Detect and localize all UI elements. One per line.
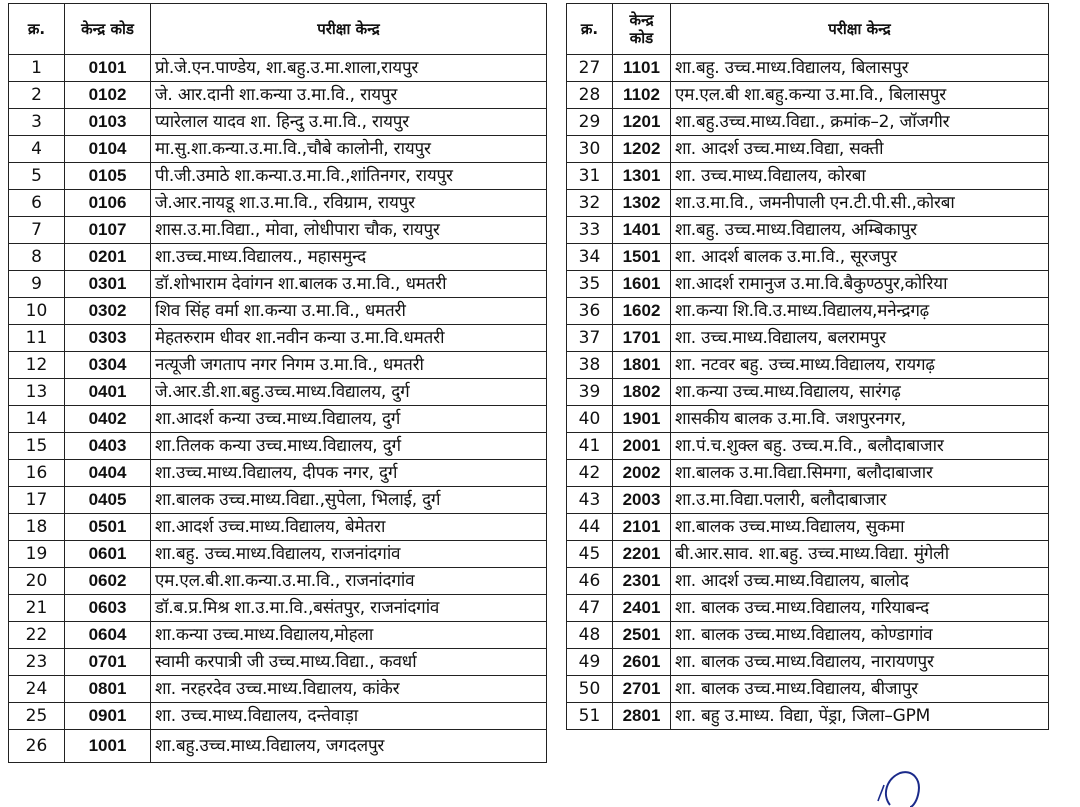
table-row — [567, 541, 1049, 568]
center-code-cell: 0801 — [65, 676, 151, 703]
table-body-right — [567, 55, 1049, 730]
serial-number-cell: 44 — [567, 514, 613, 541]
center-code-cell: 0602 — [65, 568, 151, 595]
center-code-cell: 1401 — [613, 217, 671, 244]
serial-number-cell: 41 — [567, 433, 613, 460]
center-code-cell: 2801 — [613, 703, 671, 730]
serial-number-cell: 3 — [9, 109, 65, 136]
center-code-cell: 0103 — [65, 109, 151, 136]
table-row — [9, 298, 547, 325]
center-code-cell: 1101 — [613, 55, 671, 82]
exam-center-cell: जे.आर.नायडू शा.उ.मा.वि., रविग्राम, रायपुर — [151, 190, 547, 217]
table-row — [9, 568, 547, 595]
table-row — [567, 325, 1049, 352]
center-code-cell: 1801 — [613, 352, 671, 379]
table-row — [9, 676, 547, 703]
center-code-cell: 0401 — [65, 379, 151, 406]
serial-number-cell: 1 — [9, 55, 65, 82]
exam-center-cell: शा. उच्च.माध्य.विद्यालय, बलरामपुर — [671, 325, 1049, 352]
exam-centers-table-left — [8, 3, 547, 763]
center-code-cell: 0201 — [65, 244, 151, 271]
exam-center-cell: शा.आदर्श उच्च.माध्य.विद्यालय, बेमेतरा — [151, 514, 547, 541]
table-row — [9, 325, 547, 352]
table-row — [567, 487, 1049, 514]
serial-number-cell: 39 — [567, 379, 613, 406]
center-code-cell: 1602 — [613, 298, 671, 325]
serial-number-cell: 8 — [9, 244, 65, 271]
serial-number-cell: 38 — [567, 352, 613, 379]
serial-number-cell: 51 — [567, 703, 613, 730]
exam-center-cell: शा.कन्या उच्च.माध्य.विद्यालय,मोहला — [151, 622, 547, 649]
exam-center-cell: शा.उ.मा.विद्या.पलारी, बलौदाबाजार — [671, 487, 1049, 514]
center-code-cell: 2601 — [613, 649, 671, 676]
center-code-cell: 0107 — [65, 217, 151, 244]
center-code-cell: 1302 — [613, 190, 671, 217]
table-row — [567, 190, 1049, 217]
center-code-cell: 2101 — [613, 514, 671, 541]
center-code-cell: 0106 — [65, 190, 151, 217]
center-code-cell: 0101 — [65, 55, 151, 82]
serial-number-cell: 31 — [567, 163, 613, 190]
table-row — [567, 298, 1049, 325]
serial-number-cell: 48 — [567, 622, 613, 649]
exam-center-cell: बी.आर.साव. शा.बहु. उच्च.माध्य.विद्या. मुंगेली — [671, 541, 1049, 568]
center-code-cell: 1601 — [613, 271, 671, 298]
table-body-left — [9, 55, 547, 763]
table-row — [567, 568, 1049, 595]
serial-number-cell: 25 — [9, 703, 65, 730]
serial-number-cell: 16 — [9, 460, 65, 487]
exam-center-cell: शा.बालक उच्च.माध्य.विद्यालय, सुकमा — [671, 514, 1049, 541]
table-row — [9, 190, 547, 217]
serial-number-cell: 34 — [567, 244, 613, 271]
exam-center-cell: शा. बालक उच्च.माध्य.विद्यालय, कोण्डागांव — [671, 622, 1049, 649]
serial-number-cell: 2 — [9, 82, 65, 109]
center-code-cell: 0405 — [65, 487, 151, 514]
exam-center-cell: शा. उच्च.माध्य.विद्यालय, दन्तेवाड़ा — [151, 703, 547, 730]
center-code-cell: 0303 — [65, 325, 151, 352]
center-code-cell: 0105 — [65, 163, 151, 190]
table-row — [567, 271, 1049, 298]
serial-number-cell: 15 — [9, 433, 65, 460]
exam-center-cell: शा.उ.मा.वि., जमनीपाली एन.टी.पी.सी.,कोरबा — [671, 190, 1049, 217]
exam-center-cell: प्रो.जे.एन.पाण्डेय, शा.बहु.उ.मा.शाला,रायपुर — [151, 55, 547, 82]
exam-center-cell: शा. उच्च.माध्य.विद्यालय, कोरबा — [671, 163, 1049, 190]
exam-center-cell: एम.एल.बी शा.बहु.कन्या उ.मा.वि., बिलासपुर — [671, 82, 1049, 109]
center-code-cell: 0102 — [65, 82, 151, 109]
exam-center-cell: शा.बहु. उच्च.माध्य.विद्यालय, बिलासपुर — [671, 55, 1049, 82]
exam-center-cell: शा.बहु.उच्च.माध्य.विद्या., क्रमांक–2, जॉजगीर — [671, 109, 1049, 136]
exam-center-cell: शास.उ.मा.विद्या., मोवा, लोधीपारा चौक, रायपुर — [151, 217, 547, 244]
exam-center-cell: शा.आदर्श कन्या उच्च.माध्य.विद्यालय, दुर्ग — [151, 406, 547, 433]
table-row — [567, 379, 1049, 406]
exam-center-cell: प्यारेलाल यादव शा. हिन्दु उ.मा.वि., रायपुर — [151, 109, 547, 136]
table-row — [567, 595, 1049, 622]
table-row — [9, 460, 547, 487]
signature-mark — [860, 765, 930, 807]
center-code-cell: 0104 — [65, 136, 151, 163]
exam-center-cell: शा.उच्च.माध्य.विद्यालय, दीपक नगर, दुर्ग — [151, 460, 547, 487]
table-row — [567, 82, 1049, 109]
exam-center-cell: शा.बहु.उच्च.माध्य.विद्यालय, जगदलपुर — [151, 730, 547, 763]
center-code-cell: 2001 — [613, 433, 671, 460]
table-row — [567, 352, 1049, 379]
header-center-code: केन्द्र कोड — [65, 4, 151, 55]
exam-center-cell: शा. नटवर बहु. उच्च.माध्य.विद्यालय, रायगढ़ — [671, 352, 1049, 379]
serial-number-cell: 46 — [567, 568, 613, 595]
exam-center-cell: स्वामी करपात्री जी उच्च.माध्य.विद्या., कवर्धा — [151, 649, 547, 676]
center-code-cell: 0304 — [65, 352, 151, 379]
exam-center-cell: शा.कन्या उच्च.माध्य.विद्यालय, सारंगढ़ — [671, 379, 1049, 406]
exam-center-cell: शा.उच्च.माध्य.विद्यालय., महासमुन्द — [151, 244, 547, 271]
serial-number-cell: 17 — [9, 487, 65, 514]
exam-center-cell: शा. बालक उच्च.माध्य.विद्यालय, गरियाबन्द — [671, 595, 1049, 622]
serial-number-cell: 4 — [9, 136, 65, 163]
table-row — [567, 55, 1049, 82]
serial-number-cell: 9 — [9, 271, 65, 298]
table-row — [9, 379, 547, 406]
serial-number-cell: 7 — [9, 217, 65, 244]
center-code-cell: 0603 — [65, 595, 151, 622]
table-row — [9, 649, 547, 676]
serial-number-cell: 43 — [567, 487, 613, 514]
serial-number-cell: 21 — [9, 595, 65, 622]
exam-center-cell: नत्यूजी जगताप नगर निगम उ.मा.वि., धमतरी — [151, 352, 547, 379]
center-code-cell: 1802 — [613, 379, 671, 406]
exam-center-cell: शा. बालक उच्च.माध्य.विद्यालय, नारायणपुर — [671, 649, 1049, 676]
table-row — [9, 163, 547, 190]
serial-number-cell: 10 — [9, 298, 65, 325]
center-code-cell: 1301 — [613, 163, 671, 190]
exam-center-cell: शासकीय बालक उ.मा.वि. जशपुरनगर, — [671, 406, 1049, 433]
table-row — [567, 649, 1049, 676]
serial-number-cell: 47 — [567, 595, 613, 622]
center-code-cell: 1901 — [613, 406, 671, 433]
exam-center-cell: शा.तिलक कन्या उच्च.माध्य.विद्यालय, दुर्ग — [151, 433, 547, 460]
header-exam-center: परीक्षा केन्द्र — [671, 4, 1049, 55]
serial-number-cell: 19 — [9, 541, 65, 568]
center-code-cell: 1701 — [613, 325, 671, 352]
table-row — [9, 703, 547, 730]
serial-number-cell: 27 — [567, 55, 613, 82]
table-row — [9, 271, 547, 298]
exam-center-cell: डॉ.ब.प्र.मिश्र शा.उ.मा.वि.,बसंतपुर, राजनांदगांव — [151, 595, 547, 622]
table-row — [9, 514, 547, 541]
table-row — [567, 460, 1049, 487]
exam-center-cell: शा.बहु. उच्च.माध्य.विद्यालय, राजनांदगांव — [151, 541, 547, 568]
exam-center-cell: शा.बहु. उच्च.माध्य.विद्यालय, अम्बिकापुर — [671, 217, 1049, 244]
center-code-cell: 2002 — [613, 460, 671, 487]
exam-center-cell: एम.एल.बी.शा.कन्या.उ.मा.वि., राजनांदगांव — [151, 568, 547, 595]
center-code-cell: 2003 — [613, 487, 671, 514]
table-row — [567, 406, 1049, 433]
serial-number-cell: 32 — [567, 190, 613, 217]
table-row — [9, 487, 547, 514]
center-code-cell: 0501 — [65, 514, 151, 541]
serial-number-cell: 24 — [9, 676, 65, 703]
table-header-row — [567, 4, 1049, 55]
serial-number-cell: 29 — [567, 109, 613, 136]
center-code-cell: 1501 — [613, 244, 671, 271]
table-row — [9, 55, 547, 82]
exam-center-cell: शिव सिंह वर्मा शा.कन्या उ.मा.वि., धमतरी — [151, 298, 547, 325]
serial-number-cell: 40 — [567, 406, 613, 433]
table-row — [9, 217, 547, 244]
center-code-cell: 1001 — [65, 730, 151, 763]
exam-center-cell: जे. आर.दानी शा.कन्या उ.मा.वि., रायपुर — [151, 82, 547, 109]
serial-number-cell: 12 — [9, 352, 65, 379]
exam-center-cell: शा.पं.च.शुक्ल बहु. उच्च.म.वि., बलौदाबाजार — [671, 433, 1049, 460]
serial-number-cell: 42 — [567, 460, 613, 487]
serial-number-cell: 50 — [567, 676, 613, 703]
center-code-cell: 2701 — [613, 676, 671, 703]
table-row — [567, 622, 1049, 649]
table-row — [567, 703, 1049, 730]
table-row — [9, 622, 547, 649]
center-code-cell: 0402 — [65, 406, 151, 433]
serial-number-cell: 49 — [567, 649, 613, 676]
center-code-cell: 2501 — [613, 622, 671, 649]
center-code-cell: 2201 — [613, 541, 671, 568]
table-row — [567, 109, 1049, 136]
table-row — [9, 136, 547, 163]
table-row — [567, 163, 1049, 190]
exam-center-cell: शा.बालक उ.मा.विद्या.सिमगा, बलौदाबाजार — [671, 460, 1049, 487]
header-serial: क्र. — [9, 4, 65, 55]
exam-center-cell: मा.सु.शा.कन्या.उ.मा.वि.,चौबे कालोनी, रायपुर — [151, 136, 547, 163]
table-row — [9, 352, 547, 379]
exam-center-cell: शा. बालक उच्च.माध्य.विद्यालय, बीजापुर — [671, 676, 1049, 703]
table-row — [567, 136, 1049, 163]
serial-number-cell: 33 — [567, 217, 613, 244]
exam-center-cell: शा. आदर्श उच्च.माध्य.विद्यालय, बालोद — [671, 568, 1049, 595]
table-row — [9, 730, 547, 763]
serial-number-cell: 6 — [9, 190, 65, 217]
exam-center-cell: शा.आदर्श रामानुज उ.मा.वि.बैकुण्ठपुर,कोरिया — [671, 271, 1049, 298]
exam-center-cell: शा. आदर्श उच्च.माध्य.विद्या, सक्ती — [671, 136, 1049, 163]
header-exam-center: परीक्षा केन्द्र — [151, 4, 547, 55]
serial-number-cell: 37 — [567, 325, 613, 352]
serial-number-cell: 20 — [9, 568, 65, 595]
exam-center-cell: शा. बहु उ.माध्य. विद्या, पेंड्रा, जिला–GPM — [671, 703, 1049, 730]
header-center-code: केन्द्र कोड — [613, 4, 671, 55]
center-code-cell: 2401 — [613, 595, 671, 622]
center-code-cell: 0301 — [65, 271, 151, 298]
center-code-cell: 0403 — [65, 433, 151, 460]
serial-number-cell: 22 — [9, 622, 65, 649]
table-row — [567, 217, 1049, 244]
exam-centers-table-right — [566, 3, 1049, 730]
table-row — [567, 433, 1049, 460]
exam-center-cell: शा. आदर्श बालक उ.मा.वि., सूरजपुर — [671, 244, 1049, 271]
exam-center-cell: मेहतरुराम धीवर शा.नवीन कन्या उ.मा.वि.धमतरी — [151, 325, 547, 352]
table-row — [9, 406, 547, 433]
table-row — [567, 514, 1049, 541]
center-code-cell: 0302 — [65, 298, 151, 325]
serial-number-cell: 30 — [567, 136, 613, 163]
center-code-cell: 1102 — [613, 82, 671, 109]
serial-number-cell: 18 — [9, 514, 65, 541]
center-code-cell: 1202 — [613, 136, 671, 163]
serial-number-cell: 35 — [567, 271, 613, 298]
center-code-cell: 2301 — [613, 568, 671, 595]
table-row — [9, 433, 547, 460]
serial-number-cell: 5 — [9, 163, 65, 190]
serial-number-cell: 26 — [9, 730, 65, 763]
serial-number-cell: 11 — [9, 325, 65, 352]
center-code-cell: 1201 — [613, 109, 671, 136]
serial-number-cell: 14 — [9, 406, 65, 433]
center-code-cell: 0604 — [65, 622, 151, 649]
center-code-cell: 0901 — [65, 703, 151, 730]
table-row — [9, 244, 547, 271]
table-row — [9, 595, 547, 622]
exam-center-cell: शा.बालक उच्च.माध्य.विद्या.,सुपेला, भिलाई, दुर्ग — [151, 487, 547, 514]
exam-center-cell: पी.जी.उमाठे शा.कन्या.उ.मा.वि.,शांतिनगर, रायपुर — [151, 163, 547, 190]
serial-number-cell: 23 — [9, 649, 65, 676]
table-row — [567, 244, 1049, 271]
serial-number-cell: 45 — [567, 541, 613, 568]
center-code-cell: 0404 — [65, 460, 151, 487]
table-header-row — [9, 4, 547, 55]
exam-center-cell: शा.कन्या शि.वि.उ.माध्य.विद्यालय,मनेन्द्रगढ़ — [671, 298, 1049, 325]
table-row — [567, 676, 1049, 703]
serial-number-cell: 13 — [9, 379, 65, 406]
serial-number-cell: 36 — [567, 298, 613, 325]
header-serial: क्र. — [567, 4, 613, 55]
center-code-cell: 0701 — [65, 649, 151, 676]
table-row — [9, 541, 547, 568]
center-code-cell: 0601 — [65, 541, 151, 568]
exam-center-cell: शा. नरहरदेव उच्च.माध्य.विद्यालय, कांकेर — [151, 676, 547, 703]
table-row — [9, 82, 547, 109]
exam-center-cell: जे.आर.डी.शा.बहु.उच्च.माध्य.विद्यालय, दुर्ग — [151, 379, 547, 406]
exam-center-cell: डॉ.शोभाराम देवांगन शा.बालक उ.मा.वि., धमतरी — [151, 271, 547, 298]
table-row — [9, 109, 547, 136]
serial-number-cell: 28 — [567, 82, 613, 109]
